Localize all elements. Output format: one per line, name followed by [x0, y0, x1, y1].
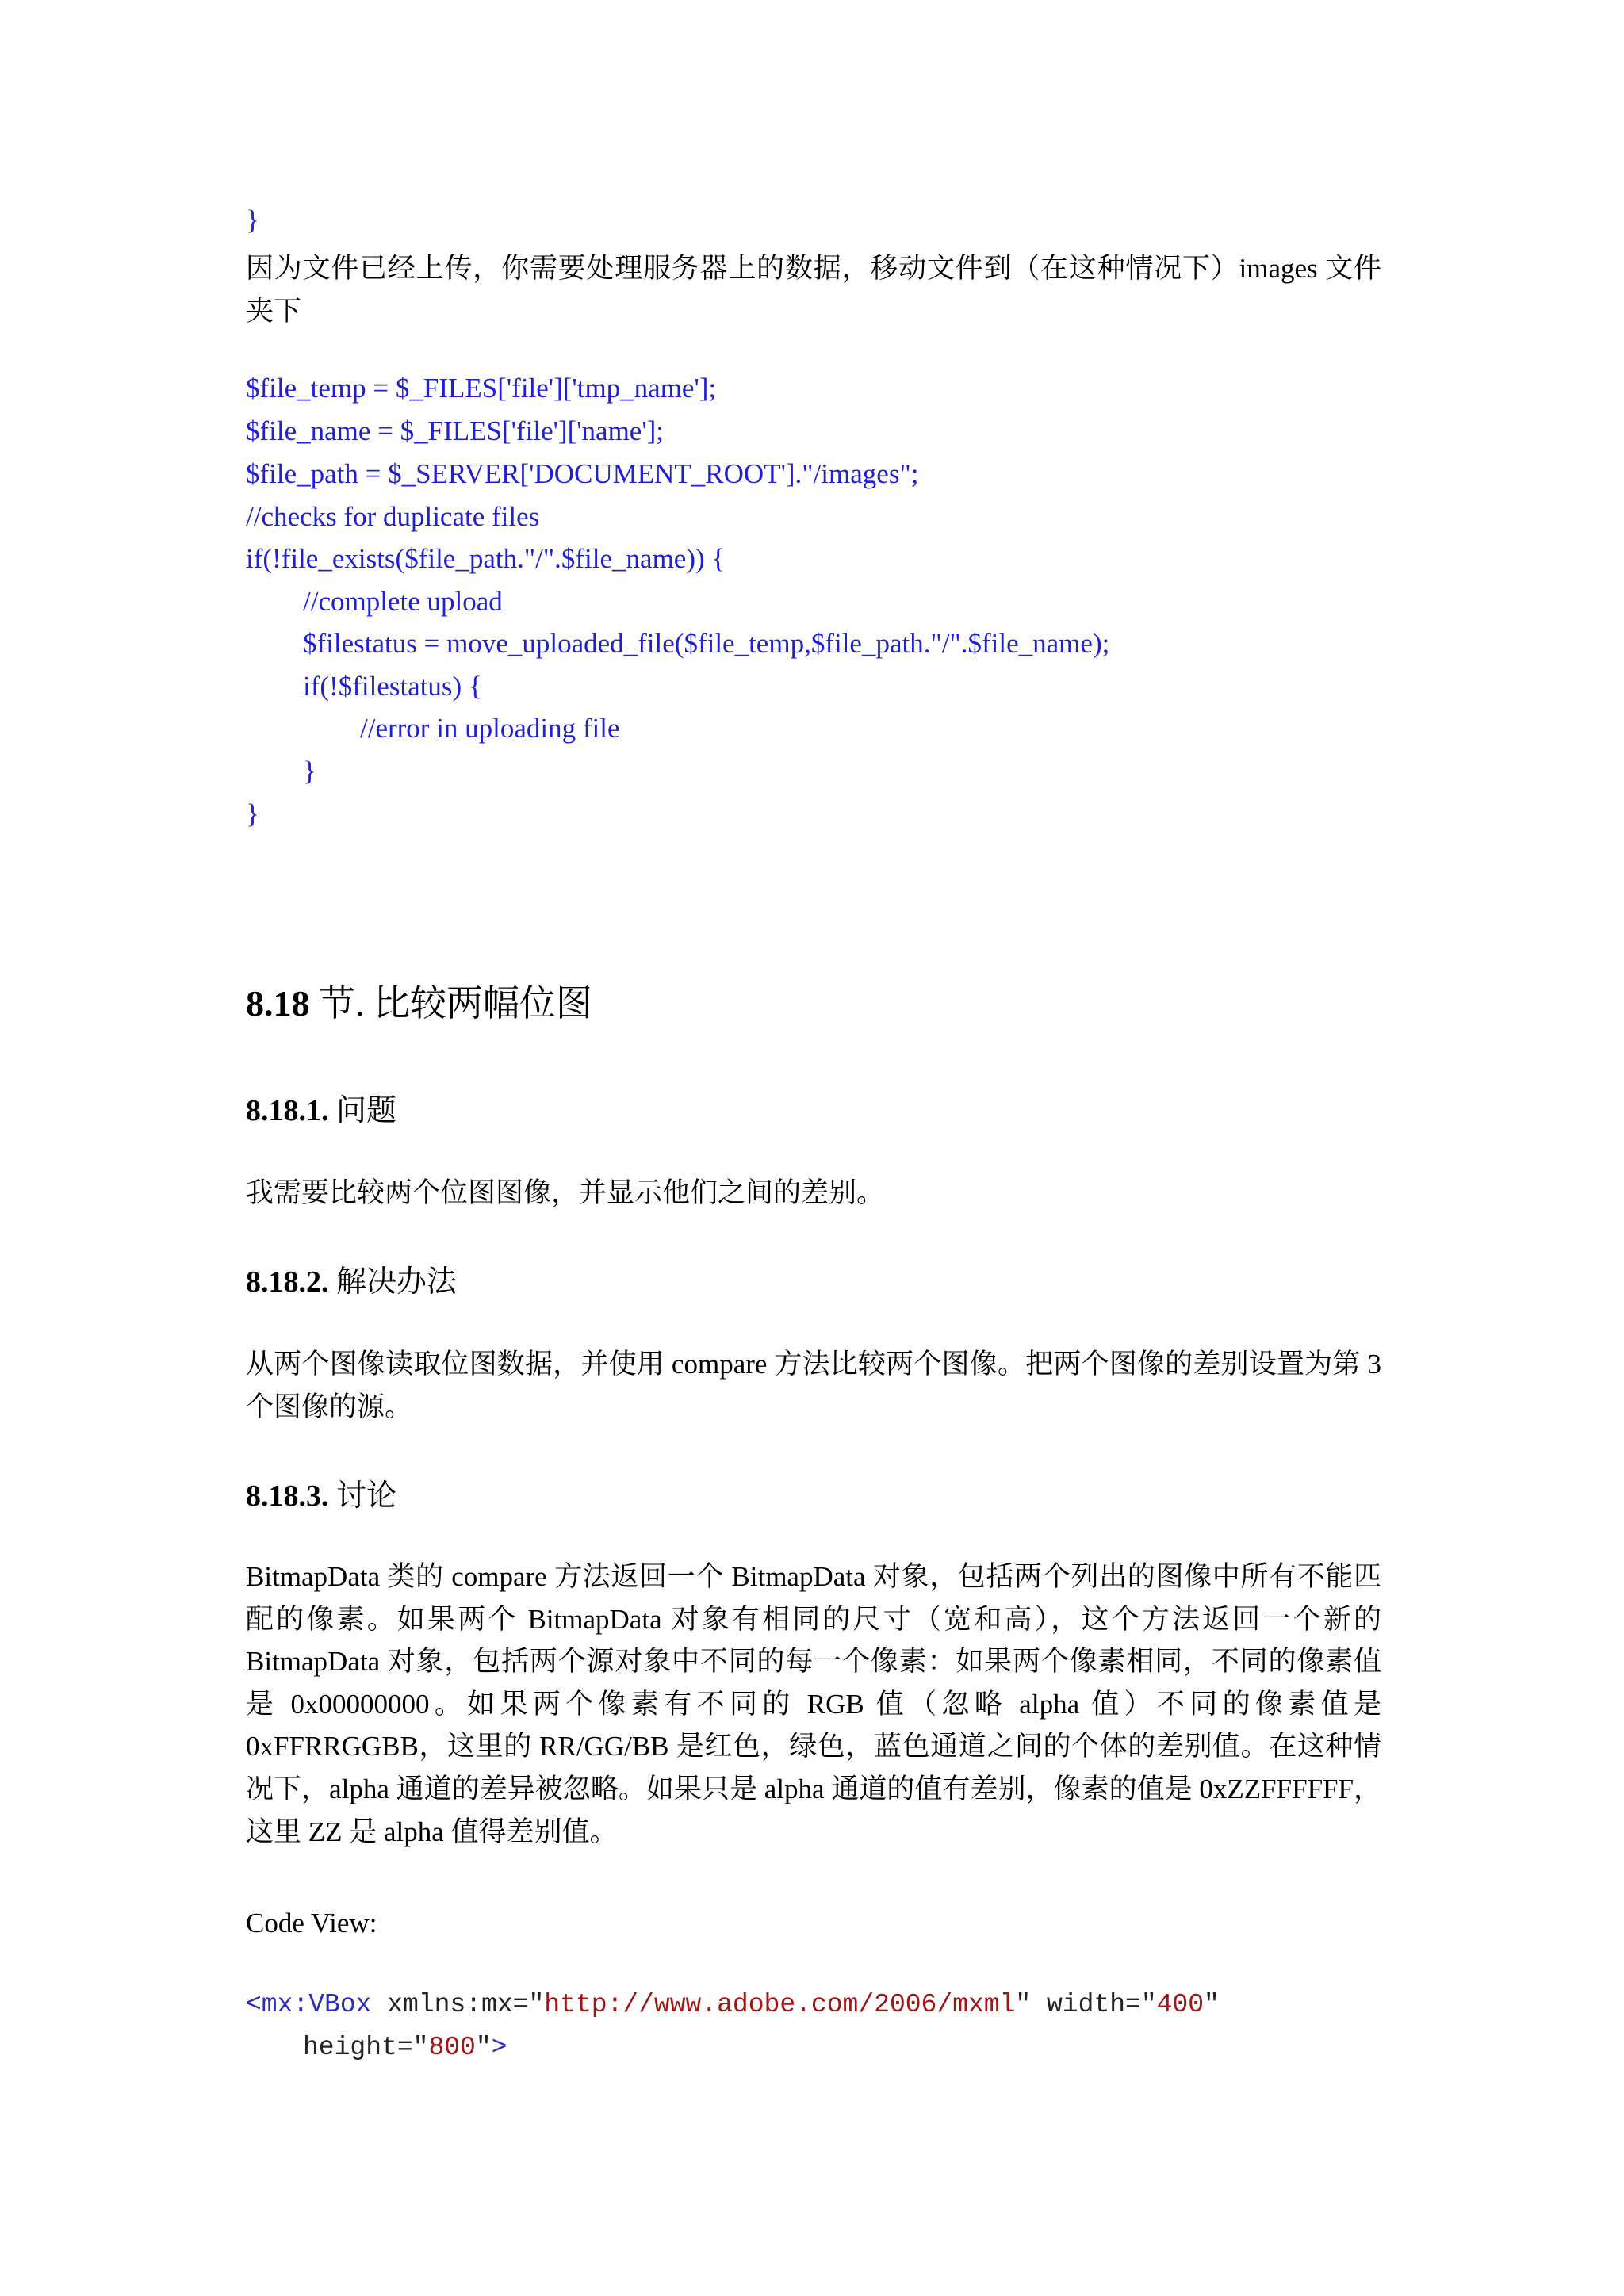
subsection-title: 解决办法 [336, 1265, 458, 1299]
subsection-title: 问题 [336, 1094, 397, 1127]
subsection-number: 8.18.1. [246, 1094, 329, 1127]
mxml-attr: " width=" [1015, 1990, 1157, 2019]
code-line: $file_path = $_SERVER['DOCUMENT_ROOT']."/images"; [246, 458, 919, 489]
subsection-heading-problem [246, 1096, 396, 1126]
code-comment: //error in uploading file [360, 713, 620, 744]
subsection-number: 8.18.3. [246, 1479, 329, 1513]
subsection-heading-discussion [246, 1481, 396, 1511]
mxml-value: 400 [1156, 1990, 1205, 2019]
code-line: } [303, 756, 316, 786]
code-comment: //checks for duplicate files [246, 501, 540, 532]
section-title: 节. 比较两幅位图 [319, 983, 592, 1024]
section-number: 8.18 [246, 983, 310, 1024]
mxml-value: 800 [428, 2033, 476, 2062]
code-line: if(!$filestatus) { [303, 671, 482, 702]
mxml-quote: " [475, 2033, 492, 2062]
mxml-line-1 [246, 1992, 1220, 2018]
intro-paragraph: 因为文件已经上传，你需要处理服务器上的数据，移动文件到（在这种情况下）images 文件夹下 [246, 253, 1381, 327]
mxml-value: http://www.adobe.com/2006/mxml [544, 1990, 1016, 2019]
mxml-quote: " [1204, 1990, 1220, 2019]
code-line: $file_temp = $_FILES['file']['tmp_name']; [246, 373, 717, 404]
subsection-number: 8.18.2. [246, 1265, 329, 1299]
code-line: $file_name = $_FILES['file']['name']; [246, 415, 665, 446]
code-line: if(!file_exists($file_path."/".$file_name)) { [246, 543, 726, 574]
mxml-attr: height=" [303, 2033, 429, 2062]
code-closing-brace: } [246, 205, 259, 235]
subsection-title: 讨论 [336, 1479, 397, 1513]
problem-paragraph: 我需要比较两个位图图像，并显示他们之间的差别。 [246, 1177, 885, 1208]
discussion-paragraph: BitmapData 类的 compare 方法返回一个 BitmapData 对象，包括两个列出的图像中所有不能匹配的像素。如果两个 BitmapData 对象有相同的尺寸（宽和高），这个方法返回一个新的 BitmapData 对象，包括两个源对象中不同的每一个像素：如果两个像素相同，不同的像素值是 0x00000000。如果两个像素有不同的 RGB 值（忽略 alpha 值）不同的像素值是 0xFFRRGGBB，这里的 RR/GG/BB 是红色，绿色，蓝色通道之间的个体的差别值。在这种情况下，alpha 通道的差异被忽略。如果只是 alpha 通道的值有差别，像素的值是 0xZZFFFFFF，这里 ZZ 是 alpha 值得差别值。 [246, 1561, 1381, 1847]
section-heading [246, 985, 592, 1022]
mxml-attr: xmlns:mx=" [371, 1990, 545, 2019]
code-view-label: Code View: [246, 1908, 377, 1938]
mxml-tag-open: <mx:VBox [246, 1990, 372, 2019]
solution-paragraph: 从两个图像读取位图数据，并使用 compare 方法比较两个图像。把两个图像的差别设置为第 3 个图像的源。 [246, 1349, 1381, 1422]
code-line: $filestatus = move_uploaded_file($file_temp,$file_path."/".$file_name); [303, 628, 1110, 659]
mxml-line-2 [303, 2034, 507, 2061]
code-line: } [246, 798, 259, 829]
code-comment: //complete upload [303, 586, 503, 617]
subsection-heading-solution [246, 1267, 457, 1297]
mxml-tag-close: > [491, 2033, 508, 2062]
